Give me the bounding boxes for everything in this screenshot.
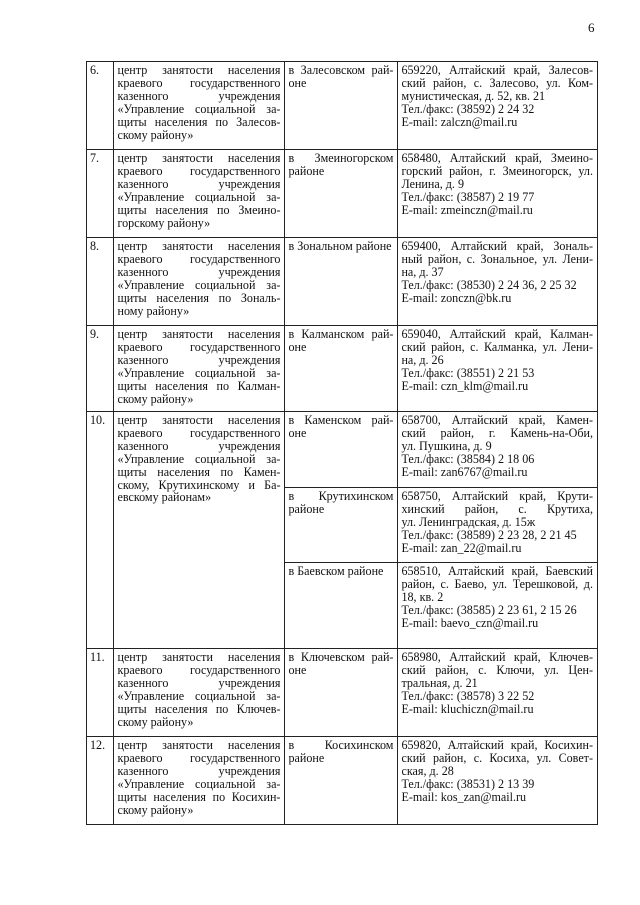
district-name-line: оне bbox=[288, 75, 307, 90]
row-number: 11. bbox=[87, 649, 114, 737]
organization-name bbox=[114, 649, 285, 737]
organization-name-line: казенного учреждения bbox=[117, 675, 281, 690]
address-line: 659220, Алтайский край, Залесов- bbox=[401, 63, 593, 77]
district-name-line: в Ключевском рай- bbox=[288, 650, 394, 664]
email-address: E-mail: zan6767@mail.ru bbox=[401, 464, 528, 479]
organization-name-line: краевого государственного bbox=[117, 251, 281, 266]
organization-name-line: центр занятости населения bbox=[117, 738, 281, 752]
address-line: хинский район, с. Крутиха, bbox=[401, 501, 593, 516]
organization-name-line: краевого государственного bbox=[117, 750, 281, 765]
organization-name-line: «Управление социальной за- bbox=[117, 101, 281, 116]
organization-name-line: щиты населения по Косихин- bbox=[117, 789, 281, 804]
organization-name bbox=[114, 326, 285, 412]
organization-name-line: краевого государственного bbox=[117, 662, 281, 677]
organization-name-line: «Управление социальной за- bbox=[117, 776, 281, 791]
district-name-line: в Баевском районе bbox=[288, 564, 384, 578]
address-line: ул. Ленинградская, д. 15ж bbox=[401, 514, 536, 529]
address-line: 18, кв. 2 bbox=[401, 589, 444, 604]
organization-name-line: краевого государственного bbox=[117, 425, 281, 440]
row-number: 10. bbox=[87, 412, 114, 649]
address-line: тральная, д. 21 bbox=[401, 675, 478, 690]
organization-name-line: ному району» bbox=[117, 303, 190, 318]
address-line: 658700, Алтайский край, Камен- bbox=[401, 413, 593, 427]
page-number: 6 bbox=[588, 20, 595, 35]
district-name bbox=[285, 649, 398, 737]
district-name-line: в Крутихинском bbox=[288, 489, 394, 503]
address-line: на, д. 37 bbox=[401, 264, 444, 279]
address-line: на, д. 26 bbox=[401, 352, 444, 367]
row-number: 6. bbox=[87, 62, 114, 150]
table-row bbox=[87, 649, 598, 737]
centers-table bbox=[86, 61, 598, 825]
contact-details bbox=[398, 563, 598, 649]
organization-name-line: щиты населения по Камен- bbox=[117, 464, 281, 479]
email-address: E-mail: zonczn@bk.ru bbox=[401, 290, 512, 305]
row-number: 9. bbox=[87, 326, 114, 412]
address-line: 658510, Алтайский край, Баевский bbox=[401, 564, 593, 578]
organization-name-line: казенного учреждения bbox=[117, 352, 281, 367]
district-name bbox=[285, 238, 398, 326]
district-name bbox=[285, 150, 398, 238]
address-line: 659400, Алтайский край, Зональ- bbox=[401, 239, 593, 253]
organization-name bbox=[114, 62, 285, 150]
district-name-line: в Залесовском рай- bbox=[288, 63, 394, 77]
phone-fax: Тел./факс: (38551) 2 21 53 bbox=[401, 365, 535, 380]
organization-name-line: краевого государственного bbox=[117, 163, 281, 178]
phone-fax: Тел./факс: (38587) 2 19 77 bbox=[401, 189, 535, 204]
address-line: район, с. Баево, ул. Терешковой, д. bbox=[401, 576, 593, 591]
row-number: 7. bbox=[87, 150, 114, 238]
district-name-line: районе bbox=[288, 163, 325, 178]
organization-name bbox=[114, 238, 285, 326]
organization-name-line: центр занятости населения bbox=[117, 327, 281, 341]
organization-name-line: казенного учреждения bbox=[117, 763, 281, 778]
phone-fax: Тел./факс: (38585) 2 23 61, 2 15 26 bbox=[401, 602, 577, 617]
email-address: E-mail: zan_22@mail.ru bbox=[401, 540, 522, 555]
district-name-line: оне bbox=[288, 662, 307, 677]
table-row bbox=[87, 238, 598, 326]
organization-name-line: краевого государственного bbox=[117, 75, 281, 90]
district-name-line: в Калманском рай- bbox=[288, 327, 394, 341]
organization-name-line: «Управление социальной за- bbox=[117, 277, 281, 292]
table-row bbox=[87, 412, 598, 488]
district-name bbox=[285, 412, 398, 488]
organization-name-line: «Управление социальной за- bbox=[117, 688, 281, 703]
organization-name-line: центр занятости населения bbox=[117, 239, 281, 253]
organization-name-line: щиты населения по Залесов- bbox=[117, 114, 281, 129]
email-address: E-mail: kos_zan@mail.ru bbox=[401, 789, 527, 804]
contact-details bbox=[398, 412, 598, 488]
address-line: 658750, Алтайский край, Крути- bbox=[401, 489, 593, 503]
email-address: E-mail: czn_klm@mail.ru bbox=[401, 378, 529, 393]
organization-name-line: скому району» bbox=[117, 127, 194, 142]
organization-name-line: казенного учреждения bbox=[117, 88, 281, 103]
table-row bbox=[87, 62, 598, 150]
table-row bbox=[87, 326, 598, 412]
phone-fax: Тел./факс: (38531) 2 13 39 bbox=[401, 776, 535, 791]
row-number: 12. bbox=[87, 737, 114, 825]
address-line: ский район, с. Залесово, ул. Ком- bbox=[401, 75, 593, 90]
district-name-line: районе bbox=[288, 750, 325, 765]
organization-name-line: казенного учреждения bbox=[117, 438, 281, 453]
contact-details bbox=[398, 326, 598, 412]
contact-details bbox=[398, 649, 598, 737]
district-name bbox=[285, 326, 398, 412]
organization-name-line: центр занятости населения bbox=[117, 650, 281, 664]
address-line: ский район, с. Калманка, ул. Лени- bbox=[401, 339, 593, 354]
contact-details bbox=[398, 62, 598, 150]
address-line: ский район, с. Ключи, ул. Цен- bbox=[401, 662, 593, 677]
email-address: E-mail: baevo_czn@mail.ru bbox=[401, 615, 539, 630]
organization-name-line: центр занятости населения bbox=[117, 413, 281, 427]
contact-details bbox=[398, 737, 598, 825]
organization-name-line: щиты населения по Ключев- bbox=[117, 701, 281, 716]
district-name-line: в Змеиногорском bbox=[288, 151, 394, 165]
contact-details bbox=[398, 150, 598, 238]
contact-details bbox=[398, 488, 598, 563]
district-name bbox=[285, 62, 398, 150]
row-number: 8. bbox=[87, 238, 114, 326]
organization-name-line: центр занятости населения bbox=[117, 151, 281, 165]
organization-name-line: скому району» bbox=[117, 714, 194, 729]
address-line: ская, д. 28 bbox=[401, 763, 454, 778]
organization-name-line: щиты населения по Калман- bbox=[117, 378, 281, 393]
district-name-line: районе bbox=[288, 501, 325, 516]
phone-fax: Тел./факс: (38530) 2 24 36, 2 25 32 bbox=[401, 277, 577, 292]
address-line: 658480, Алтайский край, Змеино- bbox=[401, 151, 593, 165]
organization-name bbox=[114, 150, 285, 238]
organization-name-line: евскому районам» bbox=[117, 490, 212, 505]
district-name-line: оне bbox=[288, 339, 307, 354]
district-name bbox=[285, 488, 398, 563]
organization-name-line: щиты населения по Змеино- bbox=[117, 202, 281, 217]
table-row bbox=[87, 150, 598, 238]
address-line: 658980, Алтайский край, Ключев- bbox=[401, 650, 593, 664]
address-line: ский район, с. Косиха, ул. Совет- bbox=[401, 750, 593, 765]
organization-name-line: скому району» bbox=[117, 802, 194, 817]
address-line: ул. Пушкина, д. 9 bbox=[401, 438, 492, 453]
phone-fax: Тел./факс: (38578) 3 22 52 bbox=[401, 688, 535, 703]
organization-name-line: казенного учреждения bbox=[117, 176, 281, 191]
organization-name-line: «Управление социальной за- bbox=[117, 365, 281, 380]
contact-details bbox=[398, 238, 598, 326]
email-address: E-mail: zalczn@mail.ru bbox=[401, 114, 518, 129]
organization-name bbox=[114, 737, 285, 825]
email-address: E-mail: zmeinczn@mail.ru bbox=[401, 202, 533, 217]
organization-name-line: скому, Крутихинскому и Ба- bbox=[117, 477, 281, 492]
district-name bbox=[285, 737, 398, 825]
phone-fax: Тел./факс: (38589) 2 23 28, 2 21 45 bbox=[401, 527, 577, 542]
address-line: Ленина, д. 9 bbox=[401, 176, 465, 191]
email-address: E-mail: kluchiczn@mail.ru bbox=[401, 701, 534, 716]
organization-name-line: краевого государственного bbox=[117, 339, 281, 354]
organization-name-line: «Управление социальной за- bbox=[117, 451, 281, 466]
organization-name-line: скому району» bbox=[117, 391, 194, 406]
address-line: мунистическая, д. 52, кв. 21 bbox=[401, 88, 546, 103]
district-name-line: оне bbox=[288, 425, 307, 440]
address-line: ский район, г. Камень-на-Оби, bbox=[401, 425, 593, 440]
organization-name-line: казенного учреждения bbox=[117, 264, 281, 279]
address-line: 659040, Алтайский край, Калман- bbox=[401, 327, 593, 341]
district-name bbox=[285, 563, 398, 649]
organization-name bbox=[114, 412, 285, 649]
district-name-line: в Зональном районе bbox=[288, 239, 392, 253]
centers-table-body bbox=[87, 62, 598, 825]
organization-name-line: горскому району» bbox=[117, 215, 211, 230]
district-name-line: в Косихинском bbox=[288, 738, 394, 752]
phone-fax: Тел./факс: (38584) 2 18 06 bbox=[401, 451, 535, 466]
organization-name-line: центр занятости населения bbox=[117, 63, 281, 77]
phone-fax: Тел./факс: (38592) 2 24 32 bbox=[401, 101, 535, 116]
address-line: ный район, с. Зональное, ул. Лени- bbox=[401, 251, 593, 266]
address-line: горский район, г. Змеиногорск, ул. bbox=[401, 163, 593, 178]
organization-name-line: «Управление социальной за- bbox=[117, 189, 281, 204]
table-row bbox=[87, 737, 598, 825]
organization-name-line: щиты населения по Зональ- bbox=[117, 290, 281, 305]
address-line: 659820, Алтайский край, Косихин- bbox=[401, 738, 593, 752]
district-name-line: в Каменском рай- bbox=[288, 413, 394, 427]
